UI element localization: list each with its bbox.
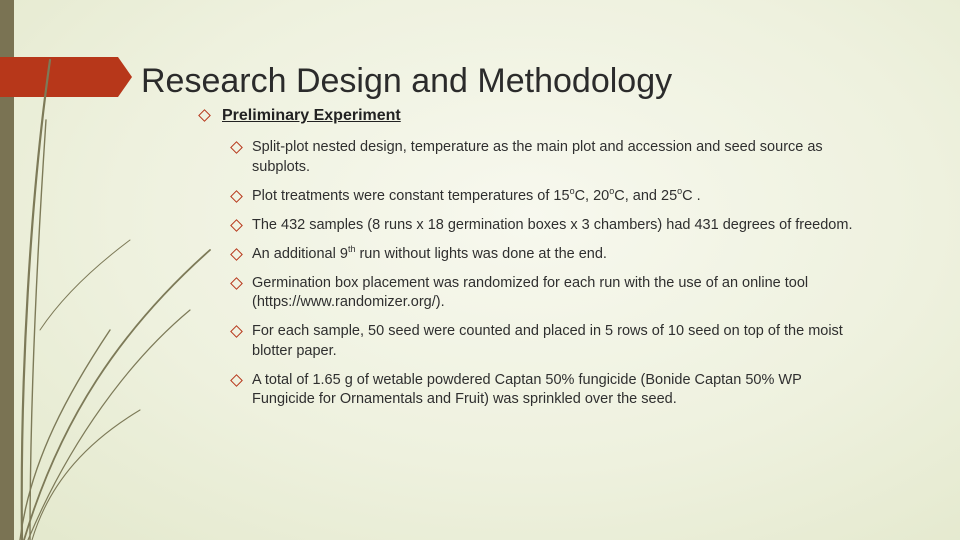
section-heading: Preliminary Experiment bbox=[222, 107, 401, 124]
slide-title: Research Design and Methodology bbox=[141, 62, 673, 100]
diamond-bullet-icon bbox=[230, 141, 243, 154]
list-item-text: Split-plot nested design, temperature as the main plot and accession and seed source as subplots. bbox=[252, 139, 823, 175]
slide-content bbox=[198, 105, 858, 410]
diamond-bullet-icon bbox=[230, 190, 243, 203]
list-item-text: For each sample, 50 seed were counted and placed in 5 rows of 10 seed on top of the moist blotter paper. bbox=[252, 323, 843, 359]
list-item-text: Germination box placement was randomized for each run with the use of an online tool (https://www.randomizer.org/). bbox=[252, 274, 809, 310]
diamond-bullet-icon bbox=[198, 109, 211, 122]
diamond-bullet-icon bbox=[230, 374, 243, 387]
list-item-text-pre: Plot treatments were constant temperatures of 15 bbox=[252, 187, 570, 204]
list-item-text: A total of 1.65 g of wetable powdered Captan 50% fungicide (Bonide Captan 50% WP Fungicide for Ornamentals and Fruit) was sprinkled over the seed. bbox=[252, 371, 802, 407]
list-item-text-post: C . bbox=[682, 187, 701, 204]
degree-superscript: o bbox=[677, 185, 683, 196]
diamond-bullet-icon bbox=[230, 219, 243, 232]
bullet-list bbox=[198, 138, 858, 410]
list-item bbox=[230, 371, 858, 410]
list-item bbox=[230, 322, 858, 361]
diamond-bullet-icon bbox=[230, 325, 243, 338]
list-item bbox=[230, 274, 858, 313]
list-item-text-post: run without lights was done at the end. bbox=[355, 245, 607, 262]
degree-superscript: o bbox=[609, 185, 615, 196]
list-item-text-mid: C, and 25 bbox=[614, 187, 678, 204]
diamond-bullet-icon bbox=[230, 248, 243, 261]
list-item bbox=[230, 245, 858, 265]
list-item-text: The 432 samples (8 runs x 18 germination boxes x 3 chambers) had 431 degrees of freedom. bbox=[252, 216, 853, 233]
degree-superscript: o bbox=[569, 185, 575, 196]
list-item bbox=[230, 187, 858, 207]
ordinal-superscript: th bbox=[347, 243, 356, 254]
section-heading-row bbox=[198, 105, 858, 127]
list-item bbox=[230, 216, 858, 236]
diamond-bullet-icon bbox=[230, 277, 243, 290]
list-item-text-mid: C, 20 bbox=[574, 187, 610, 204]
list-item bbox=[230, 138, 858, 177]
list-item-text-pre: An additional 9 bbox=[252, 245, 348, 262]
